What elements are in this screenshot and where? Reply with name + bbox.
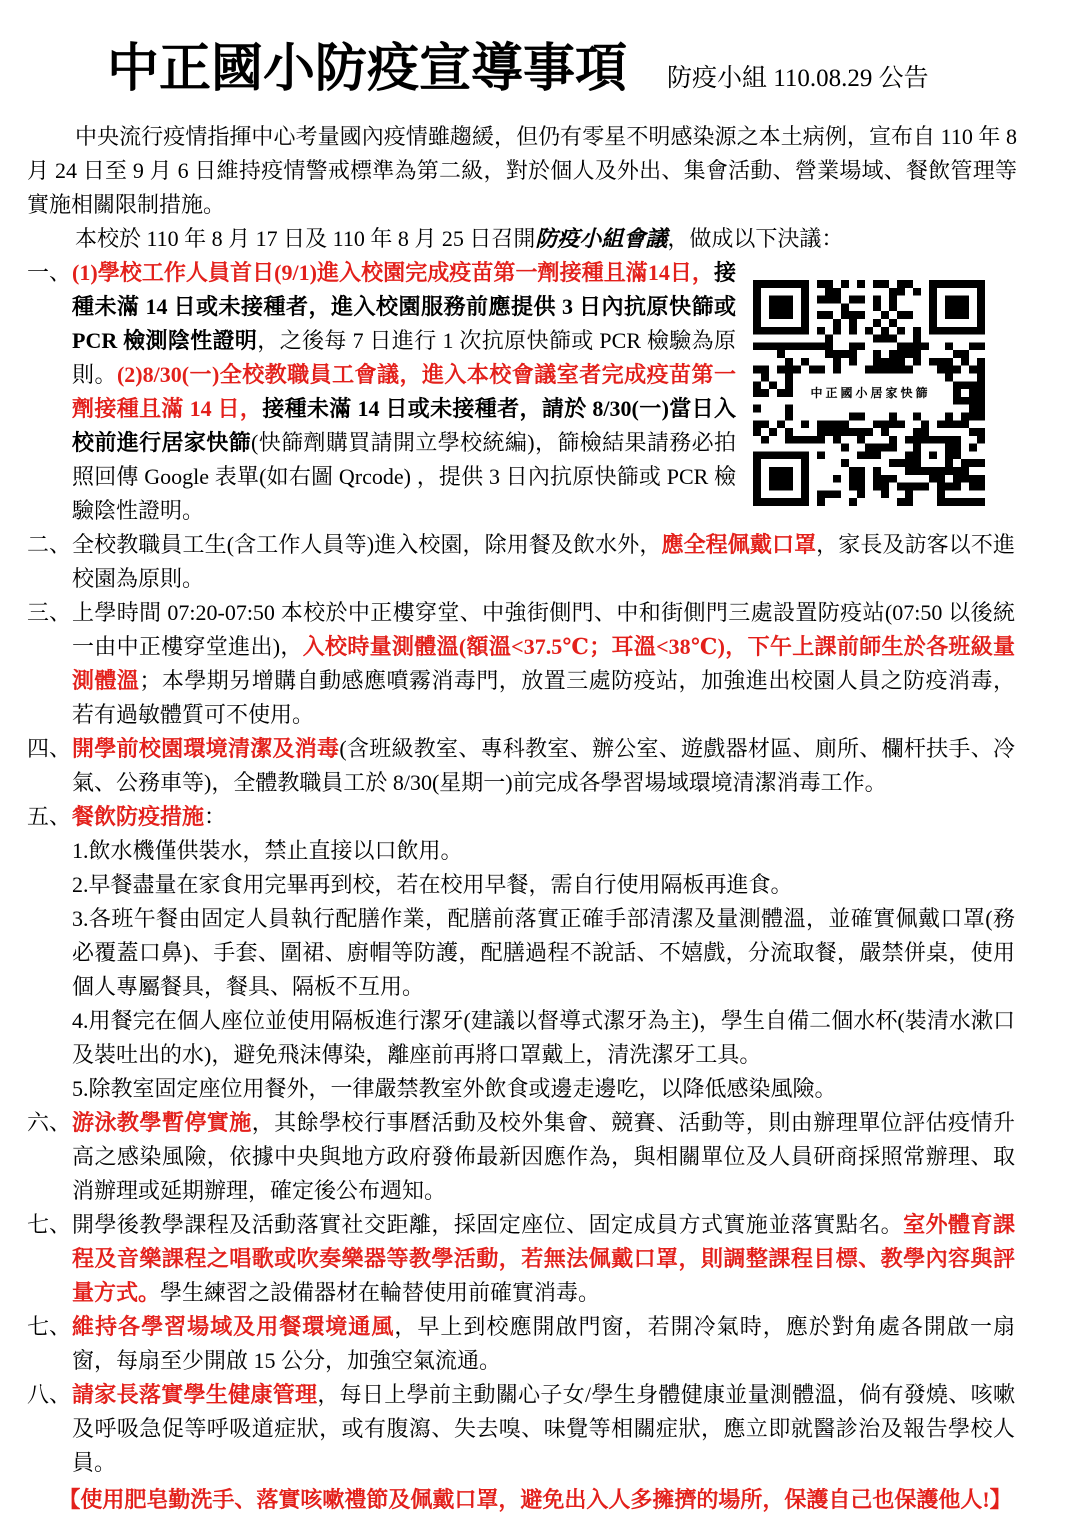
qr-label: 中正國小居家快篩 [793,374,945,412]
intro-paragraph-2-text: 本校於 110 年 8 月 17 日及 110 年 8 月 25 日召開 [75,226,536,251]
item-8-text [72,1378,1015,1480]
item-8-marker: 八、 [27,1382,72,1407]
page-title: 中正國小防疫宣導事項 [107,41,628,98]
meeting-name: 防疫小組會議 [535,226,668,251]
item-5-text [72,800,1015,1106]
item-3-text-1: 上學時間 07:20-07:50 本校於中正樓穿堂、中強街側門、中和街側門三處設置防疫站(07:50 以後統一由中正樓穿堂進出)， [72,600,1015,659]
item-2-text-2: ，家長及訪客以不進校園為原則。 [72,532,1015,591]
header [107,38,1070,102]
item-4-text [72,732,1015,800]
item-7-text [72,1208,1015,1310]
item-7-marker: 七、 [27,1212,72,1237]
item-4 [27,732,1017,800]
item-1-text-1: ，之後每 7 日進行 1 次抗原快篩或 PCR 檢驗為原則。 [72,328,736,387]
item-1-emphasis-1: 接種未滿 14 日或未接種者，進入校園服務前應提供 3 日內抗原快篩或 PCR 檢測陰性證明 [72,260,736,353]
item-7b-text [72,1310,1015,1378]
item-1 [27,256,1017,528]
notice-issuer-date: 防疫小組 110.08.29 公告 [667,65,929,92]
item-1-text [72,256,1015,528]
item-4-marker: 四、 [27,736,72,761]
meal-rule-4: 4.用餐完在個人座位並使用隔板進行潔牙(建議以督導式潔牙為主)，學生自備二個水杯(裝清水漱口及裝吐出的水)，避免飛沫傳染，離座前再將口罩戴上，清洗潔牙工具。 [72,1008,1015,1067]
notice-body [27,120,1017,1480]
meal-rule-1: 1.飲水機僅供裝水，禁止直接以口飲用。 [72,838,463,863]
item-4-text-1: (含班級教室、專科教室、辦公室、遊戲器材區、廁所、欄杆扶手、冷氣、公務車等)，全體教職員工於 8/30(星期一)前完成各學習場域環境清潔消毒工作。 [72,736,1015,795]
item-4-highlight: 開學前校園環境清潔及消毒 [72,736,340,761]
item-3 [27,596,1017,732]
item-5-marker: 五、 [27,804,72,829]
meal-rule-5: 5.除教室固定座位用餐外，一律嚴禁教室外飲食或邊走邊吃，以降低感染風險。 [72,1076,837,1101]
item-2-text [72,528,1015,596]
item-8 [27,1378,1017,1480]
item-7b [27,1310,1017,1378]
item-1-emphasis-2: 接種未滿 14 日或未接種者，請於 8/30(一)當日入校前進行居家快篩 [72,396,736,455]
item-3-text-2: ；本學期另增購自動感應噴霧消毒門，放置三處防疫站，加強進出校園人員之防疫消毒，若有過敏體質可不使用。 [72,668,1015,727]
item-2-marker: 二、 [27,532,72,557]
item-6-marker: 六、 [27,1110,72,1135]
item-8-text-1: ，每日上學前主動關心子女/學生身體健康並量測體溫，倘有發燒、咳嗽及呼吸急促等呼吸道症狀，或有腹瀉、失去嗅、味覺等相關症狀，應立即就醫診治及報告學校人員。 [72,1382,1015,1475]
item-6 [27,1106,1017,1208]
meal-rule-2: 2.早餐盡量在家食用完畢再到校，若在校用早餐，需自行使用隔板再進食。 [72,872,793,897]
item-5-highlight: 餐飲防疫措施 [72,804,205,829]
item-5 [27,800,1017,1106]
item-7b-text-1: ，早上到校應開啟門窗，若開冷氣時，應於對角處各開啟一扇窗，每扇至少開啟 15 公分，加強空氣流通。 [72,1314,1015,1373]
item-2-highlight: 應全程佩戴口罩 [661,532,817,557]
item-7 [27,1208,1017,1310]
item-5-colon: ： [204,804,227,829]
item-7b-highlight: 維持各學習場域及用餐環境通風 [72,1314,395,1339]
qr-code [753,280,985,506]
item-1-highlight-1: (1)學校工作人員首日(9/1)進入校園完成疫苗第一劑接種且滿14日， [72,260,714,285]
intro-paragraph-2-tail: ，做成以下決議： [667,226,844,251]
item-7b-marker: 七、 [27,1314,72,1339]
item-5-heading [72,800,1015,834]
item-3-marker: 三、 [27,600,72,625]
item-6-text-1: ，其餘學校行事曆活動及校外集會、競賽、活動等，則由辦理單位評估疫情升高之感染風險，依據中央與地方政府發佈最新因應作為，與相關單位及人員研商採照常辦理、取消辦理或延期辦理，確定後公布週知。 [72,1110,1015,1203]
item-3-text [72,596,1015,732]
intro-paragraph-1: 中央流行疫情指揮中心考量國內疫情雖趨緩，但仍有零星不明感染源之本土病例，宣布自 110 年 8 月 24 日至 9 月 6 日維持疫情警戒標準為第二級，對於個人及外出、集會活動、營業場域、餐飲管理等實施相關限制措施。 [27,124,1017,217]
item-1-highlight-2: (2)8/30(一)全校教職員工會議，進入本校會議室者完成疫苗第一劑接種且滿 14 日， [72,362,736,421]
item-7-text-1: 開學後教學課程及活動落實社交距離，採固定座位、固定成員方式實施並落實點名。 [72,1212,904,1237]
item-7-text-2: 學生練習之設備器材在輪替使用前確實消毒。 [160,1280,601,1305]
item-1-marker: 一、 [27,260,72,285]
item-2 [27,528,1017,596]
item-7-highlight: 室外體育課程及音樂課程之唱歌或吹奏樂器等教學活動，若無法佩戴口罩，則調整課程目標、教學內容與評量方式。 [72,1212,1015,1305]
item-1-text-2: (快篩劑購買請開立學校統編)，篩檢結果請務必拍照回傳 Google 表單(如右圖 Qrcode) ，提供 3 日內抗原快篩或 PCR 檢驗陰性證明。 [72,430,736,523]
item-3-highlight: 入校時量測體溫(額溫<37.5℃；耳溫<38℃)，下午上課前師生於各班級量測體溫 [72,634,1016,693]
item-6-text [72,1106,1015,1208]
item-2-text-1: 全校教職員工生(含工作人員等)進入校園，除用餐及飲水外， [72,532,662,557]
intro-paragraph-2 [27,222,1017,256]
meal-rule-3: 3.各班午餐由固定人員執行配膳作業，配膳前落實正確手部清潔及量測體溫，並確實佩戴口罩(務必覆蓋口鼻)、手套、圍裙、廚帽等防護，配膳過程不說話、不嬉戲，分流取餐，嚴禁併桌，使用個人專屬餐具，餐具、隔板不互用。 [72,906,1015,999]
footer-slogan: 【使用肥皂勤洗手、落實咳嗽禮節及佩戴口罩，避免出入人多擁擠的場所，保護自己也保護他人!】 [58,1487,1012,1512]
item-6-highlight: 游泳教學暫停實施 [72,1110,252,1135]
item-8-highlight: 請家長落實學生健康管理 [72,1382,318,1407]
